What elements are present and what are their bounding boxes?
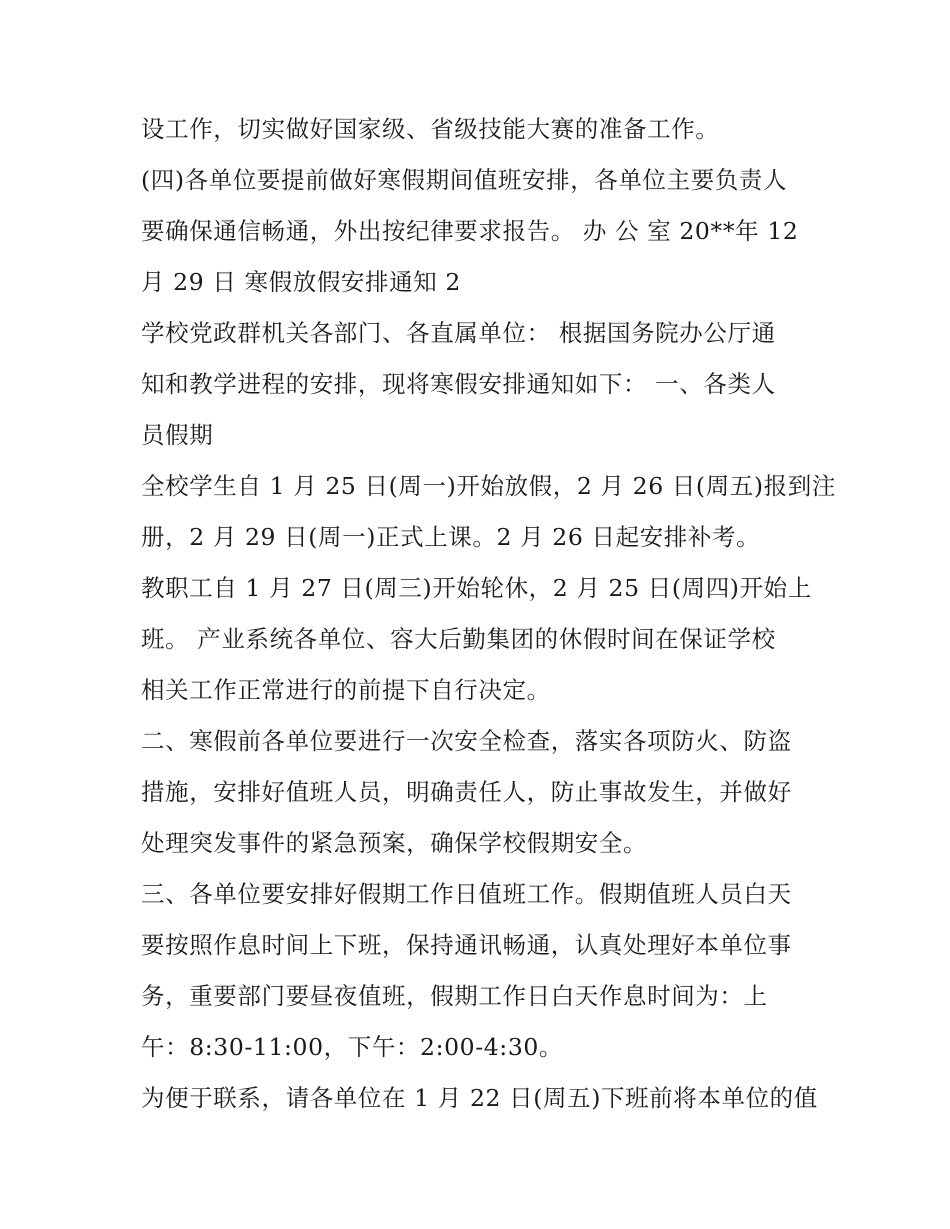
text-line: 设工作，切实做好国家级、省级技能大赛的准备工作。 (141, 115, 720, 143)
text-line: 员假期 (141, 421, 214, 449)
text-line: 月 29 日 寒假放假安排通知 2 (141, 268, 461, 296)
text-line: 二、寒假前各单位要进行一次安全检查，落实各项防火、防盗 (141, 727, 792, 755)
text-line: 三、各单位要安排好假期工作日值班工作。假期值班人员白天 (141, 880, 792, 908)
text-line: 为便于联系，请各单位在 1 月 22 日(周五)下班前将本单位的值 (141, 1084, 818, 1112)
text-line: 知和教学进程的安排，现将寒假安排通知如下： 一、各类人 (141, 370, 776, 398)
text-line: 全校学生自 1 月 25 日(周一)开始放假，2 月 26 日(周五)报到注 (141, 472, 836, 500)
text-line: 要确保通信畅通，外出按纪律要求报告。 办 公 室 20**年 12 (141, 217, 799, 245)
text-line: 要按照作息时间上下班，保持通讯畅通，认真处理好本单位事 (141, 931, 792, 959)
document-body (141, 108, 836, 1128)
text-line: 册，2 月 29 日(周一)正式上课。2 月 26 日起安排补考。 (141, 523, 761, 551)
text-line: 务，重要部门要昼夜值班，假期工作日白天作息时间为：上 (141, 982, 768, 1010)
text-line: 处理突发事件的紧急预案，确保学校假期安全。 (141, 829, 648, 857)
text-line: 教职工自 1 月 27 日(周三)开始轮休，2 月 25 日(周四)开始上 (141, 574, 812, 602)
text-line: 相关工作正常进行的前提下自行决定。 (141, 676, 551, 704)
text-line: (四)各单位要提前做好寒假期间值班安排，各单位主要负责人 (141, 166, 788, 194)
text-line: 午：8:30-11:00，下午：2:00-4:30。 (141, 1033, 564, 1061)
text-line: 措施，安排好值班人员，明确责任人，防止事故发生，并做好 (141, 778, 792, 806)
text-line: 学校党政群机关各部门、各直属单位： 根据国务院办公厅通 (141, 319, 776, 347)
text-line: 班。 产业系统各单位、容大后勤集团的休假时间在保证学校 (141, 625, 776, 653)
